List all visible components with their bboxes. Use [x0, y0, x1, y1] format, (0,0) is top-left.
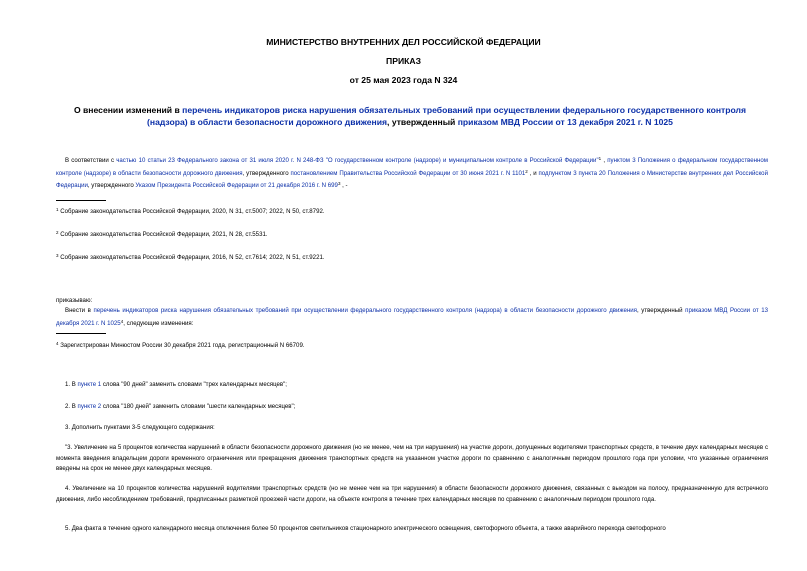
preamble-paragraph [56, 154, 768, 192]
title-link-prikaz[interactable]: приказом МВД России от 13 декабря 2021 г. N 1025 [457, 117, 673, 127]
footnote-4 [56, 339, 305, 351]
footnote-divider [56, 333, 106, 334]
page-title [56, 104, 764, 128]
link-perechen[interactable]: перечень индикаторов риска нарушения обязательных требований при осуществлении федерального государственного контроля (надзора) в области безопасности дорожного движения [93, 307, 637, 314]
preamble-text: , и [527, 169, 539, 177]
item-text: слова "180 дней" заменить словами "шести календарных месяцев"; [101, 403, 296, 410]
footnote-2 [56, 228, 268, 240]
preamble-text: , утвержденного [242, 169, 291, 177]
footnote-mark: 3 [56, 253, 59, 258]
preamble-text: , утвержденного [87, 182, 136, 190]
footnote-mark[interactable]: 2 [525, 168, 528, 174]
item-text: 2. В [65, 403, 78, 410]
item-text: слова "90 дней" заменить словами "трех календарных месяцев"; [101, 381, 287, 388]
order-text: , следующие изменения: [123, 319, 194, 327]
order-paragraph [56, 306, 768, 329]
link-podpunkt[interactable]: подпунктом 3 пункта 20 Положения о Министерстве внутренних дел Российской Федерации [56, 169, 768, 190]
link-ukaz[interactable]: Указом Президента Российской Федерации от 21 декабря 2016 г. N 699 [135, 182, 338, 190]
title-text: , утвержденный [387, 117, 458, 127]
footnote-text: Собрание законодательства Российской Федерации, 2021, N 28, ст.5531. [58, 231, 268, 238]
link-prikaz[interactable]: приказом МВД России от 13 декабря 2021 г. N 1025 [56, 307, 769, 327]
quote-item-3: "3. Увеличение на 5 процентов количества нарушений в области безопасности дорожного движения (но не менее, чем на три нарушения) на участке дороги, допущенных водителями транспортных средств, в течение двух календарных месяцев с момента введения владельцем дороги временного ограничения или прекращения движения транспортных средств на указанном участке дороги по сравнению с аналогичным периодом прошлого года при условии, что указанные ограничения введены на срок не менее двух календарных месяцев. [56, 444, 768, 473]
title-link-perechen[interactable]: перечень индикаторов риска нарушения обязательных требований при осуществлении федерального государственного контроля (надзора) в области безопасности дорожного движения [147, 105, 747, 127]
item-1 [56, 380, 768, 391]
footnote-mark[interactable]: 3 [337, 181, 341, 187]
footnote-divider [56, 200, 106, 201]
preamble-text: , [601, 157, 608, 164]
date-number-heading: от 25 мая 2023 года N 324 [349, 75, 458, 85]
quote-item-4: 4. Увеличение на 10 процентов количества нарушений водителями транспортных средств (но не менее чем на три нарушения) в области безопасности дорожного движения, связанных с выездом на полосу, предназначенную для встречного движения, либо несоблюдением требований, предписанных разметкой проезжей части дороги, на объекте контроля в течение трех календарных месяцев по сравнению с аналогичным периодом прошлого года. [56, 485, 768, 503]
preamble-text: , - [340, 182, 348, 190]
footnote-mark[interactable]: 1 [598, 156, 602, 161]
footnote-mark: 1 [56, 207, 59, 212]
quote-item-5: 5. Два факта в течение одного календарного месяца отключения более 50 процентов светильников стационарного электрического освещения, светофорного объекта, а также аварийного перехода светофорного [65, 525, 666, 532]
link-postanovlenie[interactable]: постановлением Правительства Российской Федерации от 30 июня 2021 г. N 1101 [290, 169, 526, 177]
footnote-mark[interactable]: 4 [120, 318, 124, 324]
footnote-mark: 2 [56, 230, 59, 235]
preamble-text: В соответствии с [65, 157, 117, 164]
footnote-1 [56, 205, 325, 217]
title-text: О внесении изменений в [73, 105, 183, 115]
order-text: Внести в [65, 307, 94, 314]
order-text: , утвержденный [636, 307, 686, 314]
item-2 [56, 402, 768, 413]
footnote-mark: 4 [56, 341, 59, 346]
link-punkt-2[interactable]: пункте 2 [77, 403, 102, 410]
ministry-heading: МИНИСТЕРСТВО ВНУТРЕННИХ ДЕЛ РОССИЙСКОЙ ФЕДЕРАЦИИ [266, 37, 541, 47]
footnote-text: Собрание законодательства Российской Федерации, 2020, N 31, ст.5007; 2022, N 50, ст.8792. [58, 208, 325, 215]
doc-type-heading: ПРИКАЗ [386, 56, 421, 66]
footnote-3 [56, 251, 325, 263]
link-punkt-1[interactable]: пункте 1 [77, 381, 102, 388]
link-federal-law[interactable]: частью 10 статьи 23 Федерального закона от 31 июля 2020 г. N 248-ФЗ "О государственном контроле (надзоре) и муниципальном контроле в Российской Федерации" [116, 157, 599, 164]
footnote-text: Собрание законодательства Российской Федерации, 2016, N 52, ст.7614; 2022, N 51, ст.9221. [58, 254, 325, 261]
item-text: 1. В [65, 381, 78, 388]
item-3: 3. Дополнить пунктами 3-5 следующего содержания: [65, 424, 215, 431]
footnote-text: Зарегистрирован Минюстом России 30 декабря 2021 года, регистрационный N 66709. [58, 342, 305, 349]
prikazyvayu: приказываю: [56, 297, 93, 304]
link-polozhenie[interactable]: пунктом 3 Положения о федеральном государственном контроле (надзоре) в области безопасности дорожного движения [56, 157, 768, 177]
